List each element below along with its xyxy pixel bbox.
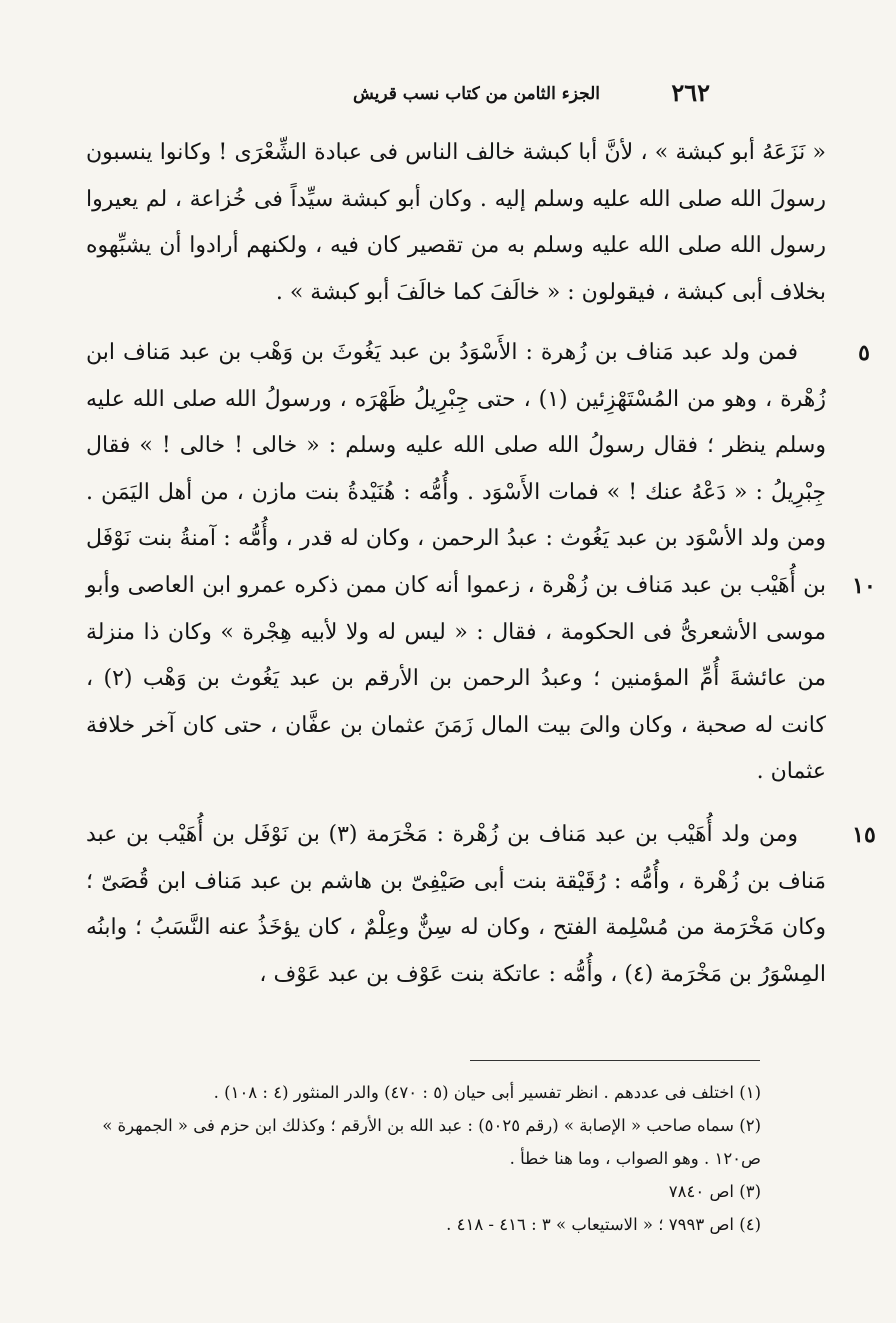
paragraph — [86, 130, 826, 316]
footnote: (٢) سماه صاحب « الإصابة » (رقم ٥٠٢٥) : عبد الله بن الأرقم ؛ وكذلك ابن حزم فى « الجمهرة » ص١٢٠ . وهو الصواب ، وما هنا خطأ . — [102, 1116, 761, 1168]
paragraph-text: « نَزَعَهُ أبو كبشة » ، لأنَّ أبا كبشة خالف الناس فى عبادة الشِّعْرَى ! وكانوا ينسبون رسولَ الله صلى الله عليه وسلم إليه . وكان أبو كبشة سيِّداً فى خُزاعة ، لم يعيروا رسول الله صلى الله عليه وسلم به من تقصير كان فيه ، ولكنهم أرادوا أن يشبِّهوه بخلاف أبى كبشة ، فيقولون : « خالَفَ كما خالَفَ أبو كبشة » . — [86, 140, 826, 305]
page-number: ٢٦٢ — [671, 78, 710, 107]
main-text — [86, 130, 876, 998]
paragraph — [86, 812, 876, 998]
line-number-marker: ٥ — [858, 340, 870, 366]
footnotes — [81, 1076, 761, 1241]
paragraph — [86, 330, 876, 796]
footnote: (٤) اص ٧٩٩٣ ؛ « الاستيعاب » ٣ : ٤١٦ - ٤١٨ . — [446, 1215, 761, 1234]
footnote: (٣) اص ٧٨٤٠ — [668, 1182, 761, 1201]
paragraph-text: فمن ولد عبد مَناف بن زُهرة : الأَسْوَدُ بن عبد يَغُوثَ بن وَهْب بن عبد مَناف ابن زُهْرة ، وهو من المُسْتَهْزِئين (١) ، حتى جِبْرِيلُ ظَهْرَه ، ورسولُ الله صلى الله عليه وسلم ينظر ؛ فقال رسولُ الله صلى الله عليه وسلم : « خالى ! خالى ! » فقال جِبْرِيلُ : « دَعْهُ عنك ! » فمات الأَسْوَد . وأُمُّه : هُنَيْدةُ بنت مازن ، من أهل اليَمَن . ومن ولد الأسْوَد بن عبد يَغُوث : عبدُ الرحمن ، وكان له قدر ، وأُمُّه : آمنةُ بنت نَوْفَل بن أُهَيْب بن عبد مَناف بن زُهْرة ، زعموا أنه كان ممن ذكره عمرو ابن العاصى وأبو موسى الأشعرىُّ فى الحكومة ، فقال : « ليس له ولا لأبيه هِجْرة » وكان ذا منزلة من عائشةَ أُمِّ المؤمنين ؛ وعبدُ الرحمن بن الأرقم بن عبد يَغُوث بن وَهْب (٢) ، كانت له صحبة ، وكان والىَ بيت المال زَمَنَ عثمان بن عفَّان ، حتى كان آخر خلافة عثمان . — [86, 340, 827, 785]
page-header — [290, 78, 710, 112]
paragraph-text: ومن ولد أُهَيْب بن عبد مَناف بن زُهْرة : مَخْرَمة (٣) بن نَوْفَل بن أُهَيْب بن عبد مَناف بن زُهْرة ، وأُمُّه : رُقَيْقة بنت أبى صَيْفِىّ بن هاشم بن عبد مَناف ابن قُصَىّ ؛ وكان مَخْرَمة من مُسْلِمة الفتح ، وكان له سِنٌّ وعِلْمٌ ، كان يؤخَذُ عنه النَّسَبُ ؛ وابنُه المِسْوَرُ بن مَخْرَمة (٤) ، وأُمُّه : عاتكة بنت عَوْف بن عبد عَوْف ، — [86, 822, 826, 987]
running-title: الجزء الثامن من كتاب نسب قريش — [352, 84, 600, 104]
footnote-divider — [470, 1060, 760, 1061]
footnote: (١) اختلف فى عددهم . انظر تفسير أبى حيان (٥ : ٤٧٠) والدر المنثور (٤ : ١٠٨) . — [213, 1083, 761, 1102]
line-number-marker: ١٥ — [852, 822, 876, 848]
line-number-marker: ١٠ — [852, 573, 876, 599]
